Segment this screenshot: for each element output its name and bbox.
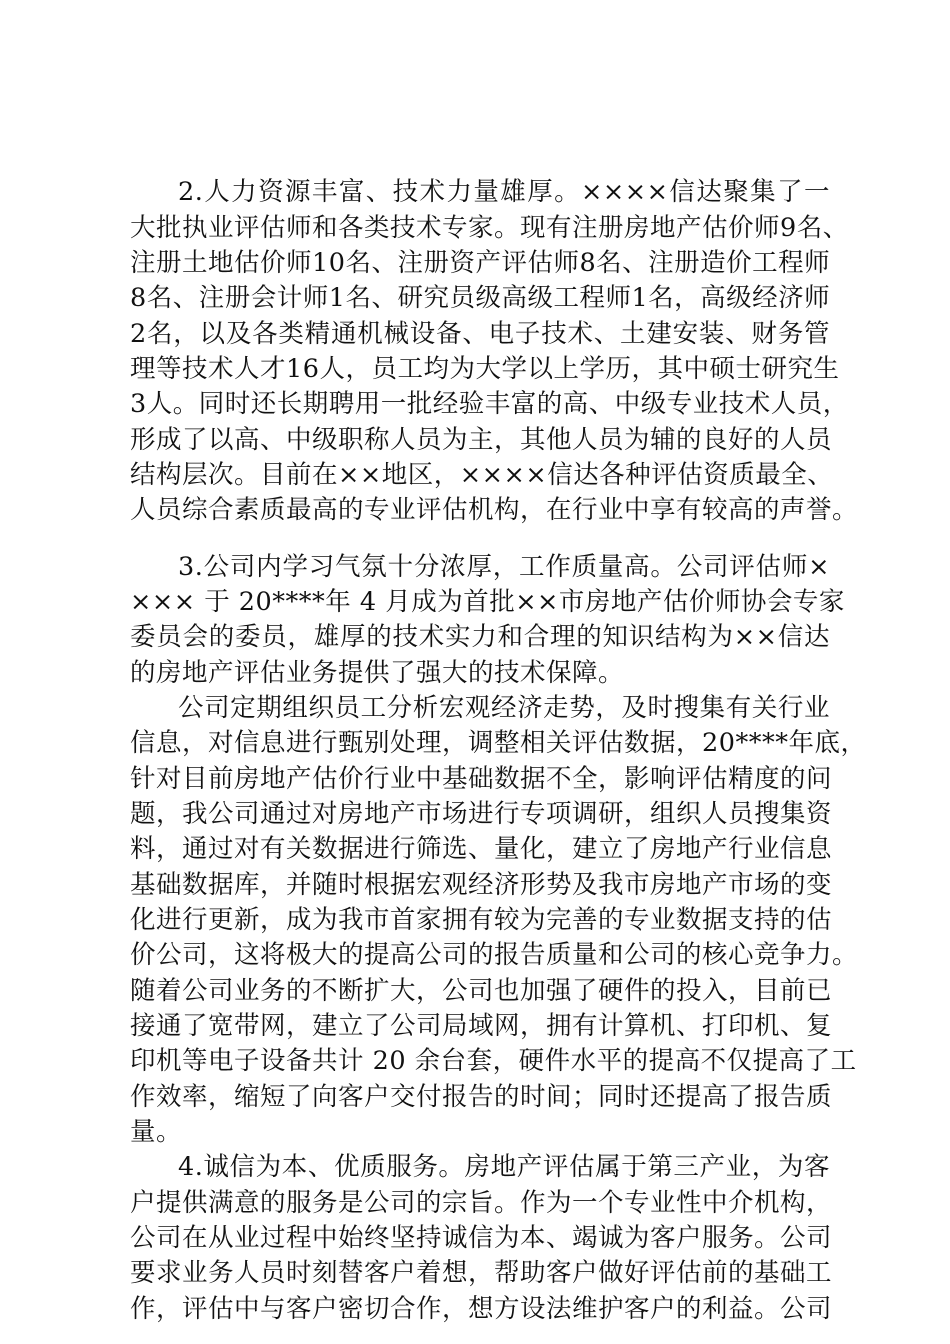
text-line: 基础数据库，并随时根据宏观经济形势及我市房地产市场的变 xyxy=(130,870,833,900)
text-line: 2.人力资源丰富、技术力量雄厚。××××信达聚集了一 xyxy=(178,177,830,207)
text-line: 随着公司业务的不断扩大，公司也加强了硬件的投入，目前已 xyxy=(130,976,833,1006)
text-line: 的房地产评估业务提供了强大的技术保障。 xyxy=(130,658,625,688)
text-line: 大批执业评估师和各类技术专家。现有注册房地产估价师9名、 xyxy=(130,213,849,243)
text-line: 注册土地估价师10名、注册资产评估师8名、注册造价工程师 xyxy=(130,248,831,278)
text-line: 作，评估中与客户密切合作，想方设法维护客户的利益。公司 xyxy=(130,1294,833,1324)
text-line: 要求业务人员时刻替客户着想，帮助客户做好评估前的基础工 xyxy=(130,1258,833,1288)
text-line: 3.公司内学习气氛十分浓厚，工作质量高。公司评估师× xyxy=(178,552,830,582)
text-line: ××× 于 20****年 4 月成为首批××市房地产估价师协会专家 xyxy=(130,587,845,617)
text-line: 题，我公司通过对房地产市场进行专项调研，组织人员搜集资 xyxy=(130,799,833,829)
text-line: 形成了以高、中级职称人员为主，其他人员为辅的良好的人员 xyxy=(130,425,833,455)
text-line: 价公司，这将极大的提高公司的报告质量和公司的核心竞争力。 xyxy=(130,940,859,970)
text-line: 化进行更新，成为我市首家拥有较为完善的专业数据支持的估 xyxy=(130,905,833,935)
text-line: 人员综合素质最高的专业评估机构，在行业中享有较高的声誉。 xyxy=(130,495,859,525)
text-line: 4.诚信为本、优质服务。房地产评估属于第三产业，为客 xyxy=(178,1152,830,1182)
text-line: 接通了宽带网，建立了公司局域网，拥有计算机、打印机、复 xyxy=(130,1011,833,1041)
text-line: 8名、注册会计师1名、研究员级高级工程师1名，高级经济师 xyxy=(130,283,831,313)
text-line: 结构层次。目前在××地区，××××信达各种评估资质最全、 xyxy=(130,460,834,490)
text-line: 信息，对信息进行甄别处理，调整相关评估数据，20****年底， xyxy=(130,728,867,758)
text-line: 2名，以及各类精通机械设备、电子技术、土建安装、财务管 xyxy=(130,319,830,349)
text-line: 料，通过对有关数据进行筛选、量化，建立了房地产行业信息 xyxy=(130,834,833,864)
text-line: 针对目前房地产估价行业中基础数据不全，影响评估精度的问 xyxy=(130,764,833,794)
text-line: 委员会的委员，雄厚的技术实力和合理的知识结构为××信达 xyxy=(130,622,830,652)
text-line: 理等技术人才16人，员工均为大学以上学历，其中硕士研究生 xyxy=(130,354,840,384)
text-line: 户提供满意的服务是公司的宗旨。作为一个专业性中介机构， xyxy=(130,1188,833,1218)
text-line: 量。 xyxy=(130,1117,183,1147)
text-line: 作效率，缩短了向客户交付报告的时间；同时还提高了报告质 xyxy=(130,1082,833,1112)
text-line: 印机等电子设备共计 20 余台套，硬件水平的提高不仅提高了工 xyxy=(130,1046,857,1076)
text-line: 公司在从业过程中始终坚持诚信为本、竭诚为客户服务。公司 xyxy=(130,1223,833,1253)
text-line: 3人。同时还长期聘用一批经验丰富的高、中级专业技术人员， xyxy=(130,389,849,419)
text-line: 公司定期组织员工分析宏观经济走势，及时搜集有关行业 xyxy=(178,693,830,723)
